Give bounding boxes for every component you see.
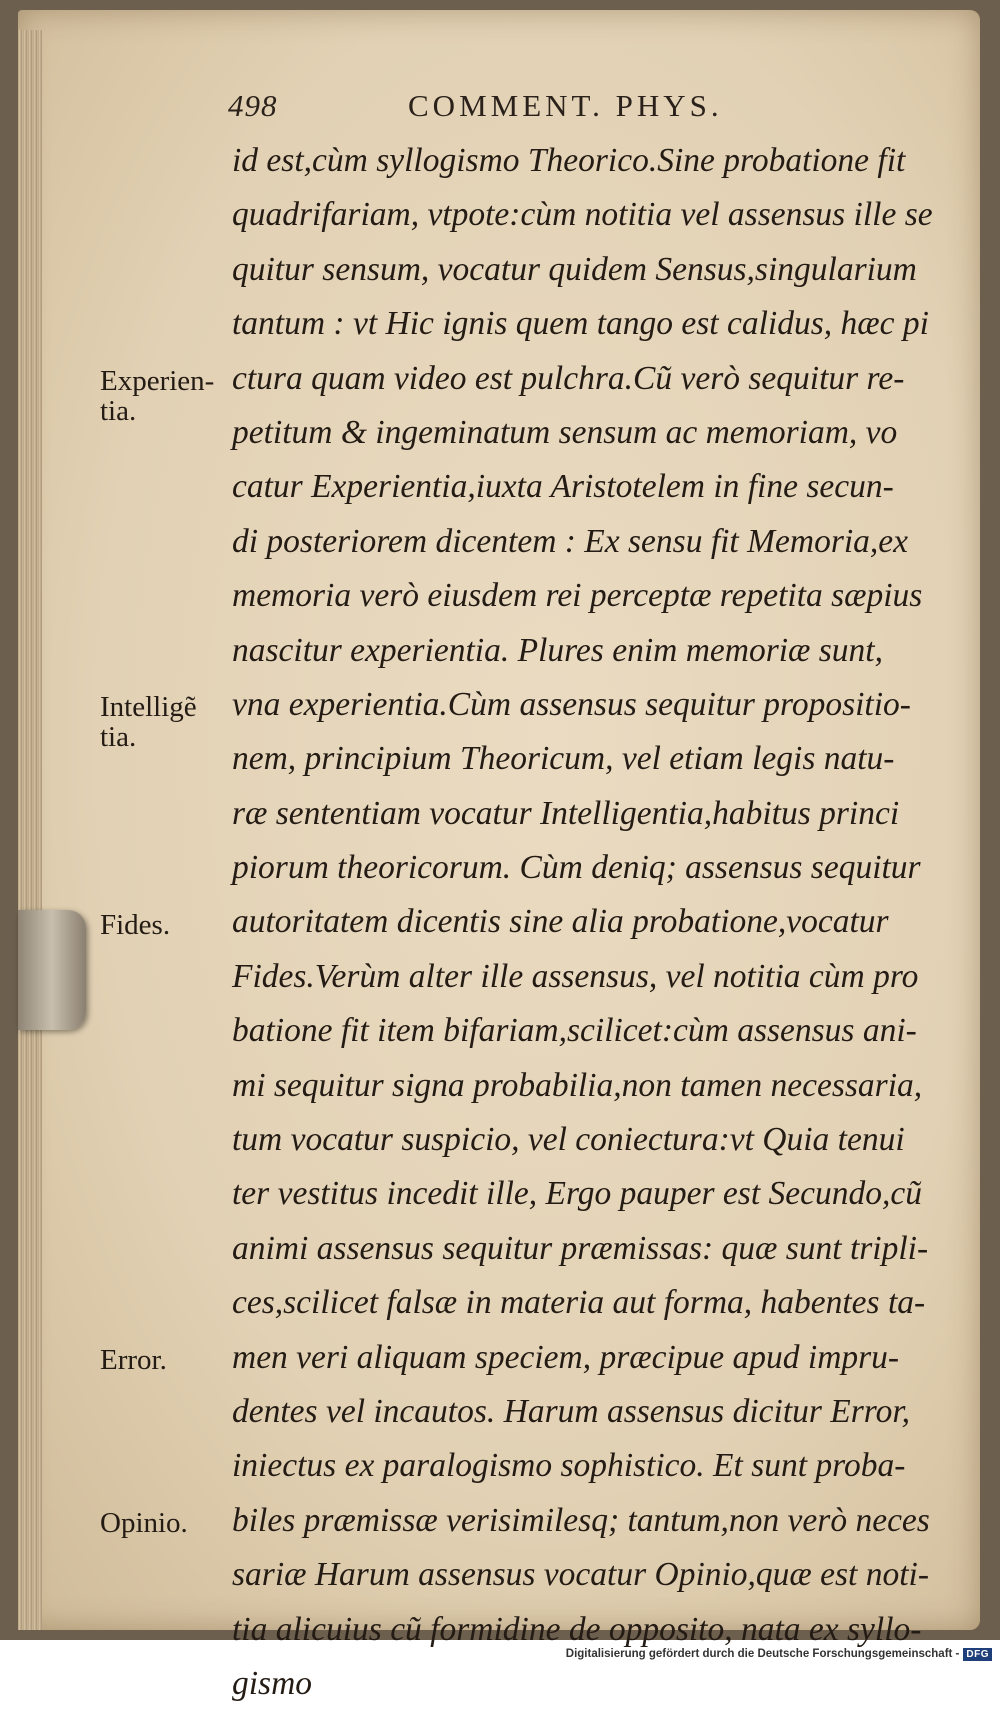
margin-note: [100, 366, 214, 426]
footer: [566, 1644, 992, 1664]
running-title: COMMENT. PHYS.: [408, 88, 723, 123]
margin-note-text: Opinio.: [100, 1507, 188, 1539]
margin-note-text: Fides.: [100, 908, 171, 941]
text-line: petitum & ingeminatum sensum ac memoriam, vo: [232, 413, 898, 451]
margin-note-text: Experien-: [100, 364, 215, 397]
text-line: quadrifariam, vtpote:cùm notitia vel assensus ille se: [232, 196, 933, 234]
text-line: piorum theoricorum. Cùm deniq; assensus sequitur: [232, 849, 921, 887]
footer-credit: Digitalisierung gefördert durch die Deutsche Forschungsgemeinschaft -: [565, 1648, 960, 1660]
text-line: di posteriorem dicentem : Ex sensu fit Memoria,ex: [232, 522, 909, 560]
book-clasp: [18, 910, 86, 1030]
margin-note: [100, 910, 170, 940]
body-text: [232, 134, 933, 1711]
text-line: gismo: [232, 1664, 313, 1702]
running-head: [228, 88, 868, 128]
text-line: ces,scilicet falsæ in materia aut forma, habentes ta-: [232, 1284, 926, 1322]
text-line: sariæ Harum assensus vocatur Opinio,quæ est noti-: [232, 1556, 930, 1594]
text-line: vna experientia.Cùm assensus sequitur propositio-: [232, 685, 911, 723]
page-edges: [18, 30, 42, 1630]
text-line: catur Experientia,iuxta Aristotelem in fine secun-: [232, 468, 894, 506]
margin-note: [100, 1508, 188, 1538]
page-number: 498: [228, 88, 278, 123]
text-line: tia alicuius cũ formidine de opposito, nata ex syllo-: [232, 1610, 922, 1648]
dfg-logo: DFG: [963, 1648, 992, 1661]
margin-note: [100, 692, 197, 752]
text-line: iniectus ex paralogismo sophistico. Et sunt proba-: [232, 1447, 906, 1485]
text-line: tum vocatur suspicio, vel coniectura:vt Quia tenui: [232, 1121, 905, 1159]
text-line: mi sequitur signa probabilia,non tamen necessaria,: [232, 1066, 923, 1104]
text-line: men veri aliquam speciem, præcipue apud impru-: [232, 1338, 900, 1376]
text-line: Fides.Verùm alter ille assensus, vel notitia cùm pro: [232, 957, 919, 995]
text-line: biles præmissæ verisimilesq; tantum,non verò neces: [232, 1501, 930, 1539]
margin-note-text: tia.: [100, 721, 137, 753]
text-line: ctura quam video est pulchra.Cũ verò sequitur re-: [232, 359, 905, 397]
text-line: ter vestitus incedit ille, Ergo pauper est Secundo,cũ: [232, 1175, 923, 1213]
text-line: autoritatem dicentis sine alia probatione,vocatur: [232, 903, 889, 941]
text-line: id est,cùm syllogismo Theorico.Sine probatione fit: [232, 142, 906, 179]
margin-note: [100, 1345, 167, 1375]
text-line: animi assensus sequitur præmissas: quæ sunt tripli-: [232, 1229, 929, 1267]
text-line: dentes vel incautos. Harum assensus dicitur Error,: [232, 1392, 911, 1430]
margin-note-text: Intelligẽ: [100, 691, 197, 723]
text-line: nascitur experientia. Plures enim memoriæ sunt,: [232, 631, 883, 669]
margin-note-text: tia.: [100, 394, 137, 427]
text-line: quitur sensum, vocatur quidem Sensus,singularium: [232, 250, 917, 288]
text-line: nem, principium Theoricum, vel etiam legis natu-: [232, 740, 895, 778]
text-line: memoria verò eiusdem rei perceptæ repetita sæpius: [232, 577, 923, 615]
margin-notes: [100, 0, 235, 1539]
margin-note-text: Error.: [100, 1343, 167, 1376]
text-line: batione fit item bifariam,scilicet:cùm assensus ani-: [232, 1012, 917, 1050]
text-line: ræ sententiam vocatur Intelligentia,habitus princi: [232, 794, 900, 832]
text-line: tantum : vt Hic ignis quem tango est calidus, hæc pi: [232, 305, 929, 343]
